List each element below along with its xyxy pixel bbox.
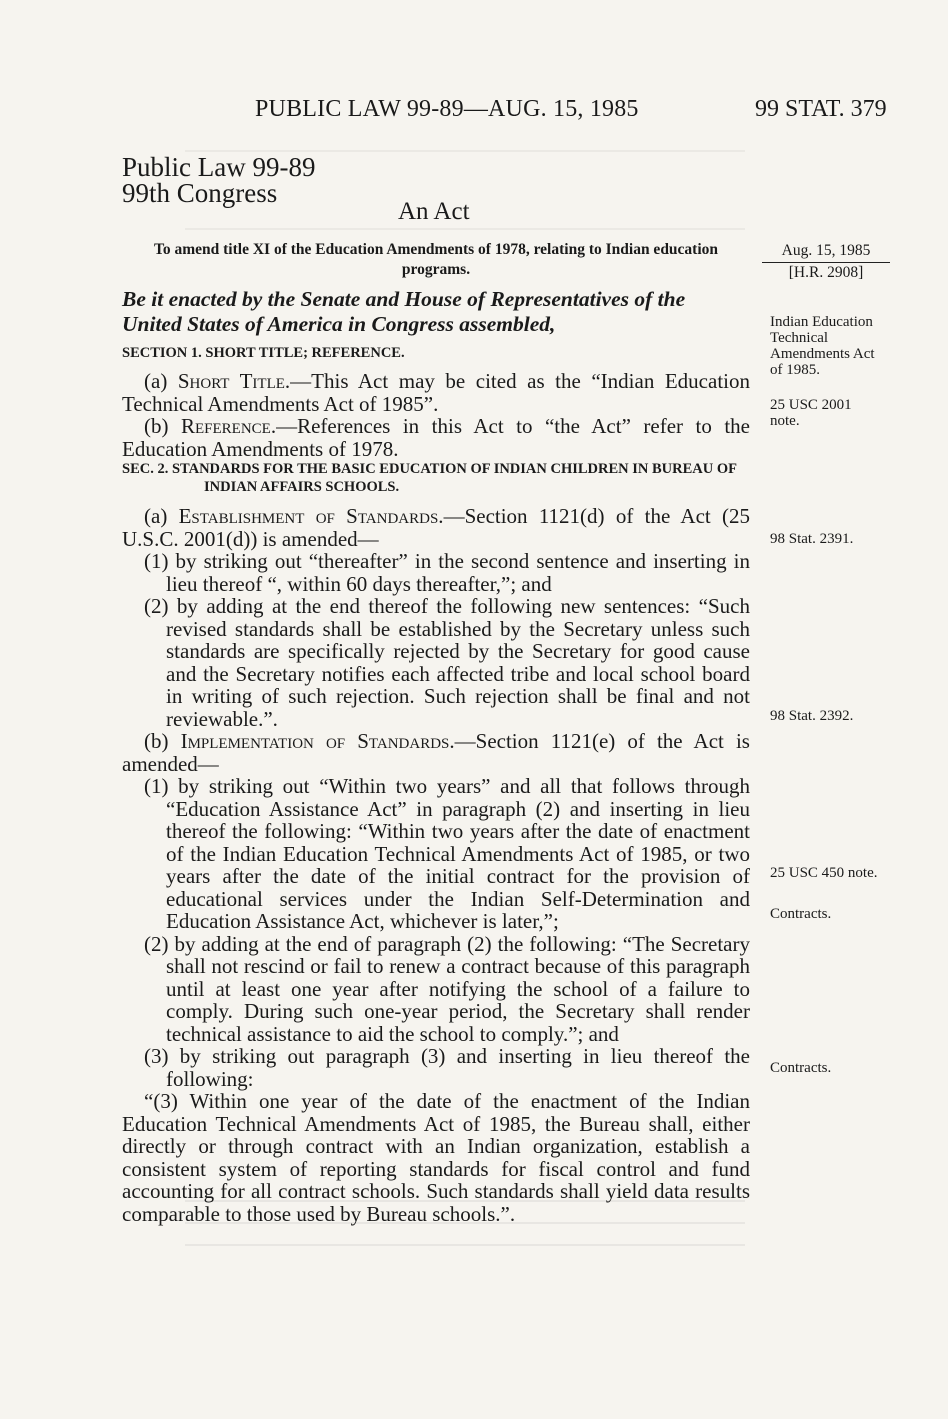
section-1-b-label: (b) bbox=[144, 414, 181, 438]
section-1-a-caption: Short Title. bbox=[177, 369, 291, 393]
section-2-b-1: (1) by striking out “Within two years” and all that follows through “Education Assistance Act” in paragraph (2) and inserting in lieu thereof the following: “Within two years after the date of enactment of the Indian Education Technical Amendments Act of 1985, or two years after the date of the initial contract for the provision of educational services under the Indian Self-Determination and Education Assistance Act, whichever is later,”; bbox=[144, 774, 750, 933]
section-2-b-label: (b) bbox=[144, 729, 181, 753]
section-2-b bbox=[122, 730, 750, 775]
running-header-page: 99 STAT. 379 bbox=[755, 96, 887, 122]
section-1-a bbox=[122, 370, 750, 415]
section-2 bbox=[122, 460, 750, 1225]
bill-number: [H.R. 2908] bbox=[788, 264, 864, 281]
section-2-b-caption: Implementation of Standards. bbox=[180, 729, 455, 753]
enacting-clause: Be it enacted by the Senate and House of Representatives of the United States of America in Congress assembled, bbox=[122, 287, 686, 336]
section-2-b-3: (3) by striking out paragraph (3) and inserting in lieu thereof the following: bbox=[144, 1044, 750, 1091]
margin-note-usc-450: 25 USC 450 note. bbox=[770, 865, 878, 881]
act-purpose: To amend title XI of the Education Amendments of 1978, relating to Indian education programs. bbox=[153, 241, 719, 278]
section-2-heading: SEC. 2. STANDARDS FOR THE BASIC EDUCATION OF INDIAN CHILDREN IN BUREAU OF INDIAN AFFAIRS SCHOOLS. bbox=[122, 461, 737, 495]
public-law-number: Public Law 99-89 bbox=[122, 152, 316, 182]
section-2-a-2: (2) by adding at the end thereof the following new sentences: “Such revised standards shall be established by the Secretary unless such standards are specifically rejected by the Secretary for good cause and the Secretary notifies each affected tribe and local school board in writing of such rejection. Such rejection shall be final and not reviewable.”. bbox=[144, 594, 750, 731]
section-1-a-text: —This Act may be cited as the “Indian Education Technical Amendments Act of 1985”. bbox=[122, 369, 750, 416]
enactment-date-box bbox=[762, 241, 890, 283]
margin-note-contracts-2: Contracts. bbox=[770, 1060, 832, 1076]
section-2-a-1: (1) by striking out “thereafter” in the second sentence and inserting in lieu thereof “, within 60 days thereafter,”; and bbox=[144, 549, 750, 596]
section-1-b bbox=[122, 415, 750, 460]
section-2-a-label: (a) bbox=[144, 504, 179, 528]
enactment-date: Aug. 15, 1985 bbox=[762, 241, 890, 263]
margin-note-short-title: Indian Education Technical Amendments Act of 1985. bbox=[770, 314, 875, 378]
act-heading: An Act bbox=[398, 198, 470, 225]
section-2-quoted-paragraph-3: “(3) Within one year of the date of the enactment of the Indian Education Technical Amendments Act of 1985, the Bureau shall, either directly or through contract with an Indian organization, establish a consistent system of reporting standards for fiscal control and fund accounting for all contract schools. Such standards shall yield data results comparable to those used by Bureau schools.”. bbox=[122, 1089, 750, 1226]
section-1-heading: SECTION 1. SHORT TITLE; REFERENCE. bbox=[122, 345, 405, 361]
section-2-a-text: —Section 1121(d) of the Act (25 U.S.C. 2001(d)) is amended— bbox=[122, 504, 750, 551]
section-1-a-label: (a) bbox=[144, 369, 178, 393]
margin-note-stat-2392: 98 Stat. 2392. bbox=[770, 708, 854, 724]
section-2-a-caption: Establishment of Standards. bbox=[178, 504, 444, 528]
margin-note-stat-2391: 98 Stat. 2391. bbox=[770, 531, 854, 547]
running-header-title: PUBLIC LAW 99-89—AUG. 15, 1985 bbox=[255, 96, 639, 122]
section-1-b-caption: Reference. bbox=[180, 414, 277, 438]
congress-number: 99th Congress bbox=[122, 178, 278, 208]
margin-note-contracts-1: Contracts. bbox=[770, 906, 832, 922]
margin-note-usc-2001: 25 USC 2001 note. bbox=[770, 397, 852, 429]
section-2-a bbox=[122, 505, 750, 550]
section-1 bbox=[122, 344, 750, 460]
section-2-b-2: (2) by adding at the end of paragraph (2) the following: “The Secretary shall not rescind or fail to renew a contract because of this paragraph until at least one year after notifying the school of a failure to comply. During such one-year period, the Secretary shall render technical assistance to aid the school to comply.”; and bbox=[144, 931, 750, 1046]
section-2-b-text: —Section 1121(e) of the Act is amended— bbox=[122, 729, 750, 776]
section-1-b-text: —References in this Act to “the Act” refer to the Education Amendments of 1978. bbox=[122, 414, 750, 461]
